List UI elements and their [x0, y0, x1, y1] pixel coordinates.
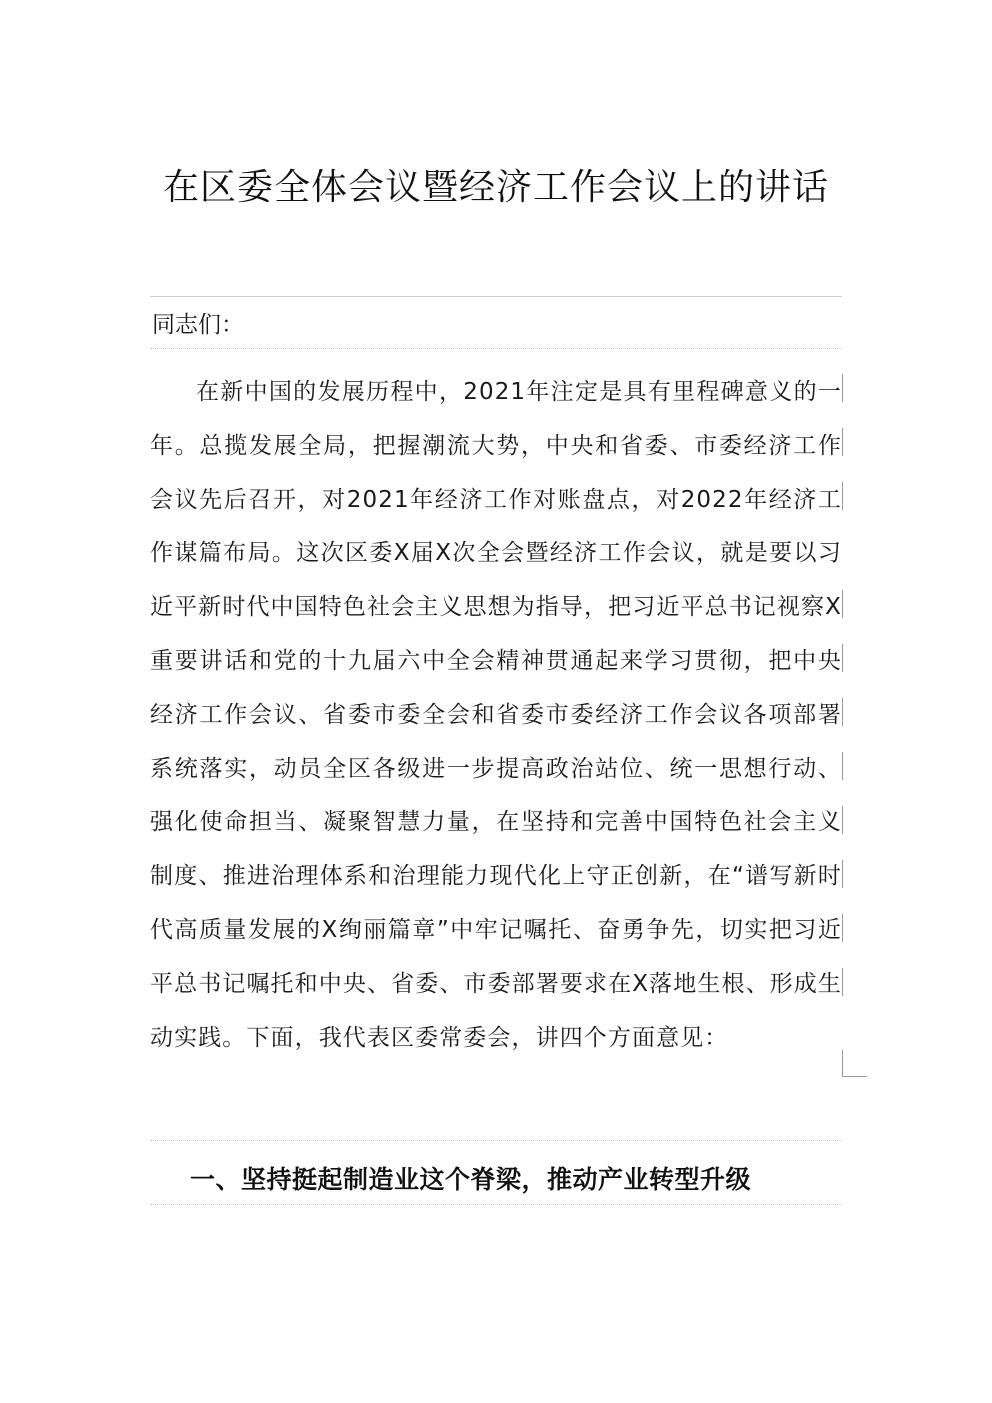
top-divider — [150, 296, 842, 297]
margin-mark — [842, 428, 843, 456]
margin-mark — [842, 374, 843, 402]
section-heading-1: 一、坚持挺起制造业这个脊梁，推动产业转型升级 — [190, 1165, 752, 1194]
heading-divider — [150, 1204, 842, 1205]
margin-mark — [842, 752, 843, 780]
margin-mark — [842, 698, 843, 726]
margin-mark — [842, 806, 843, 834]
margin-mark — [842, 914, 843, 942]
greeting-text: 同志们： — [152, 312, 244, 338]
margin-line-marks — [842, 374, 872, 1094]
margin-mark — [842, 644, 843, 672]
greeting-divider — [150, 348, 842, 349]
margin-mark — [842, 482, 843, 510]
margin-mark — [842, 968, 843, 996]
document-title: 在区委全体会议暨经济工作会议上的讲话 — [162, 167, 829, 208]
margin-mark-end — [842, 1050, 867, 1077]
margin-mark — [842, 860, 843, 888]
paragraph-divider — [150, 1140, 842, 1141]
margin-mark — [842, 590, 843, 618]
body-paragraph: 在新中国的发展历程中，2021年注定是具有里程碑意义的一年。总揽发展全局，把握潮流大势，中央和省委、市委经济工作会议先后召开，对2021年经济工作对账盘点，对2022年经济工作谋篇布局。这次区委X届X次全会暨经济工作会议，就是要以习近平新时代中国特色社会主义思想为指导，把习近平总书记视察X重要讲话和党的十九届六中全会精神贯通起来学习贯彻，把中央经济工作会议、省委市委全会和省委市委经济工作会议各项部署系统落实，动员全区各级进一步提高政治站位、统一思想行动、强化使命担当、凝聚智慧力量，在坚持和完善中国特色社会主义制度、推进治理体系和治理能力现代化上守正创新，在“谱写新时代高质量发展的X绚丽篇章”中牢记嘱托、奋勇争先，切实把习近平总书记嘱托和中央、省委、市委部署要求在X落地生根、形成生动实践。下面，我代表区委常委会，讲四个方面意见： — [150, 379, 842, 1051]
